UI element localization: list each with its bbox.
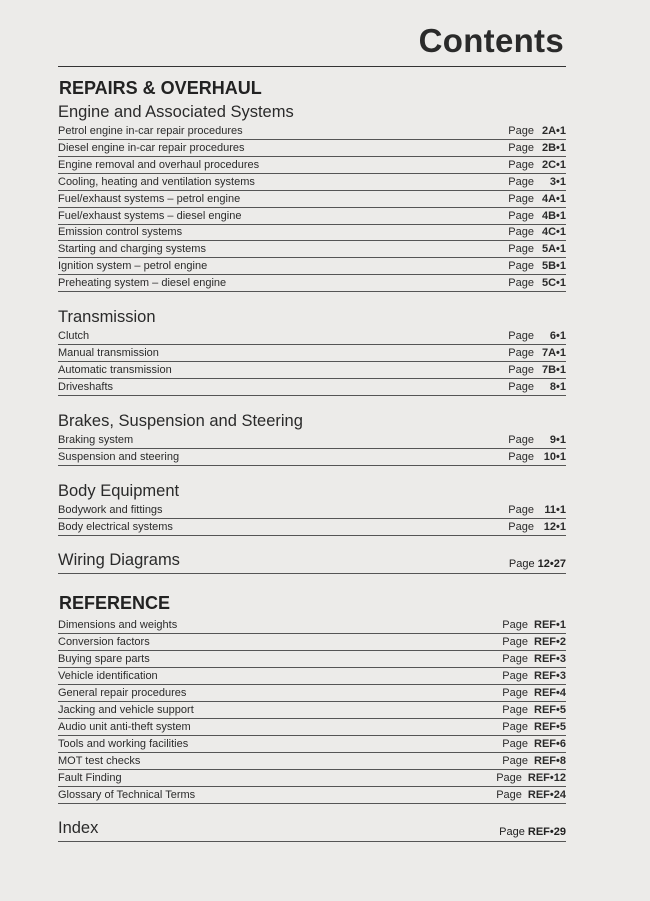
toc-entry-page: Page 7A•1 [508, 346, 566, 359]
toc-entry-label: Starting and charging systems [58, 243, 206, 256]
toc-entry-wiring[interactable] [58, 550, 566, 574]
reference-heading: REFERENCE [59, 593, 171, 613]
toc-entry[interactable] [58, 518, 566, 536]
toc-entry-page: Page 12•1 [508, 520, 566, 533]
toc-entry[interactable] [58, 616, 566, 634]
toc-entry-page: Page REF•5 [502, 703, 566, 716]
toc-entry[interactable] [58, 752, 566, 770]
toc-entry-label: Conversion factors [58, 635, 150, 648]
toc-entry-label: Manual transmission [58, 346, 159, 359]
toc-entry-page: Page REF•3 [502, 669, 566, 682]
toc-entry[interactable] [58, 207, 566, 225]
toc-entry-label: General repair procedures [58, 686, 187, 699]
toc-entry[interactable] [58, 431, 566, 449]
toc-entry-label: Fault Finding [58, 771, 122, 784]
toc-entry-page: Page 7B•1 [508, 363, 566, 376]
toc-entry-label: Fuel/exhaust systems – petrol engine [58, 192, 241, 205]
toc-entry-label: Diesel engine in-car repair procedures [58, 141, 245, 154]
toc-entry[interactable] [58, 122, 566, 140]
toc-entry-label: Audio unit anti-theft system [58, 720, 191, 733]
toc-entry[interactable] [58, 139, 566, 157]
toc-entry-label: Cooling, heating and ventilation systems [58, 175, 255, 188]
toc-entry-page: Page REF•3 [502, 652, 566, 665]
toc-entry[interactable] [58, 344, 566, 362]
group-heading-transmission: Transmission [58, 308, 156, 326]
toc-entry-page: Page REF•12 [496, 771, 566, 784]
toc-entry-page: Page 3•1 [508, 175, 566, 188]
toc-entry-label: Bodywork and fittings [58, 504, 163, 516]
toc-entry[interactable] [58, 633, 566, 651]
toc-entry[interactable] [58, 718, 566, 736]
toc-entry-label: Dimensions and weights [58, 619, 178, 631]
toc-entry-page: Page REF•5 [502, 720, 566, 733]
toc-entry-page: Page 6•1 [508, 330, 566, 342]
toc-entry-page: Page 5C•1 [508, 277, 566, 290]
toc-entry[interactable] [58, 501, 566, 519]
toc-entry-label: Vehicle identification [58, 669, 158, 682]
toc-entry-page: Page REF•29 [499, 826, 566, 838]
toc-entry-label: Preheating system – diesel engine [58, 277, 227, 290]
group-heading-engine: Engine and Associated Systems [58, 103, 294, 121]
group-heading-body: Body Equipment [58, 482, 180, 500]
toc-entry-label: Automatic transmission [58, 363, 172, 376]
toc-entry[interactable] [58, 448, 566, 466]
toc-entry[interactable] [58, 274, 566, 292]
toc-entry[interactable] [58, 327, 566, 345]
toc-entry-page: Page 2A•1 [508, 125, 566, 137]
toc-entry[interactable] [58, 190, 566, 208]
toc-entry[interactable] [58, 361, 566, 379]
toc-entry[interactable] [58, 156, 566, 174]
toc-entry-page: Page 4C•1 [508, 226, 566, 239]
toc-entry-label: Body electrical systems [58, 520, 173, 533]
page-title: Contents [418, 22, 564, 59]
toc-entry-label: Buying spare parts [58, 652, 150, 665]
toc-entry-label: Petrol engine in-car repair procedures [58, 125, 243, 137]
toc-entry-label: Wiring Diagrams [58, 551, 180, 569]
toc-entry[interactable] [58, 701, 566, 719]
toc-entry[interactable] [58, 786, 566, 804]
toc-entry[interactable] [58, 650, 566, 668]
group-heading-brakes: Brakes, Suspension and Steering [58, 412, 303, 430]
toc-entry-label: Jacking and vehicle support [58, 703, 194, 716]
toc-entry-page: Page 11•1 [508, 504, 566, 516]
toc-entry-page: Page 5B•1 [508, 260, 566, 273]
toc-entry-page: Page 9•1 [508, 434, 566, 446]
toc-entry-page: Page 4B•1 [508, 209, 566, 222]
toc-entry-label: Engine removal and overhaul procedures [58, 158, 260, 171]
toc-entry-page: Page REF•24 [496, 788, 566, 801]
toc-entry-page: Page REF•1 [502, 619, 566, 631]
toc-entry[interactable] [58, 667, 566, 685]
toc-entry[interactable] [58, 223, 566, 241]
toc-entry[interactable] [58, 735, 566, 753]
toc-entry-label: Clutch [58, 330, 90, 342]
toc-entry-page: Page 12•27 [508, 558, 566, 570]
toc-entry-page: Page 2C•1 [508, 158, 566, 171]
toc-entry[interactable] [58, 257, 566, 275]
toc-entry-page: Page 10•1 [508, 450, 566, 463]
toc-entry-page: Page 8•1 [508, 380, 566, 393]
toc-entry-page: Page REF•4 [502, 686, 566, 699]
toc-entry-label: Fuel/exhaust systems – diesel engine [58, 209, 242, 222]
toc-entry[interactable] [58, 769, 566, 787]
toc-entry-label: Index [58, 819, 99, 837]
toc-entry[interactable] [58, 240, 566, 258]
toc-entry-page: Page REF•8 [502, 754, 566, 767]
toc-entry[interactable] [58, 173, 566, 191]
repairs-heading: REPAIRS & OVERHAUL [59, 78, 262, 98]
toc-entry-label: Suspension and steering [58, 450, 180, 463]
toc-entry-page: Page 4A•1 [508, 192, 566, 205]
toc-entry-label: Ignition system – petrol engine [58, 260, 208, 273]
toc-entry-label: Glossary of Technical Terms [58, 788, 196, 801]
toc-entry-label: Driveshafts [58, 380, 114, 393]
toc-entry-page: Page 5A•1 [508, 243, 566, 256]
title-divider [58, 66, 566, 67]
toc-entry-label: Emission control systems [58, 226, 183, 239]
toc-entry-page: Page REF•2 [502, 635, 566, 648]
toc-entry[interactable] [58, 378, 566, 396]
toc-entry-label: MOT test checks [58, 754, 141, 767]
toc-entry[interactable] [58, 684, 566, 702]
toc-entry-index[interactable] [58, 818, 566, 842]
toc-entry-page: Page REF•6 [502, 737, 566, 750]
toc-entry-label: Braking system [58, 434, 134, 446]
toc-entry-label: Tools and working facilities [58, 737, 189, 750]
toc-entry-page: Page 2B•1 [508, 141, 566, 154]
